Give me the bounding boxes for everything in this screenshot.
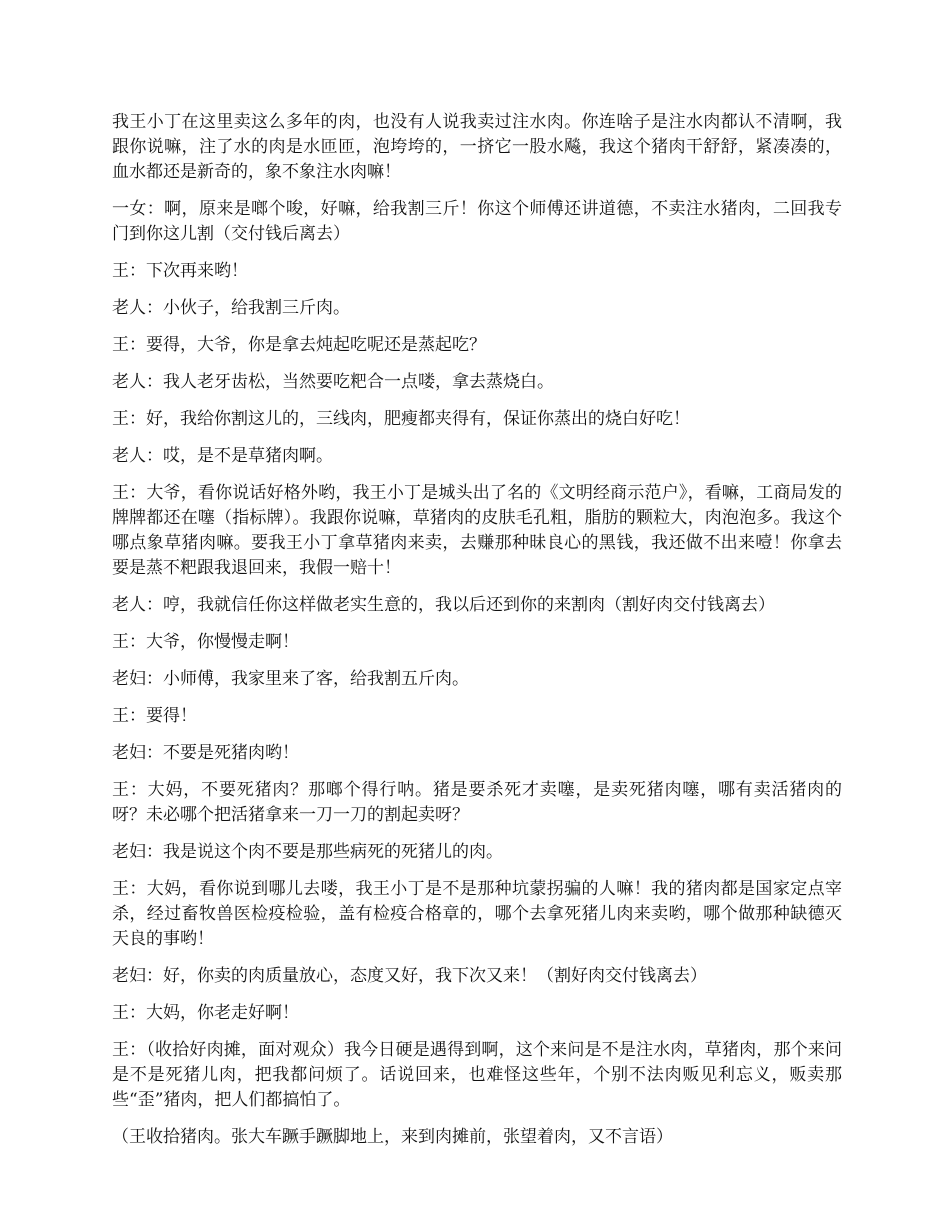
paragraph-20: 王：（收拾好肉摊，面对观众）我今日硬是遇得到啊，这个来问是不是注水肉，草猪肉，那个来问是不是死猪儿肉，把我都问烦了。话说回来，也难怪这些年，个别不法肉贩见利忘义，贩卖那些“歪”猪肉，把人们都搞怕了。 xyxy=(112,1040,842,1110)
paragraph-9: 王：大爷，看你说话好格外哟，我王小丁是城头出了名的《文明经商示范户》，看嘛，工商局发的牌牌都还在噻（指标牌）。我跟你说嘛，草猪肉的皮肤毛孔粗，脂肪的颗粒大，肉泡泡多。我这个哪点象草猪肉嘛。要我王小丁拿草猪肉来卖，去赚那种昧良心的黑钱，我还做不出来噎！你拿去要是蒸不粑跟我退回来，我假一赔十！ xyxy=(112,483,842,578)
paragraph-11: 王：大爷，你慢慢走啊！ xyxy=(112,632,299,652)
paragraph-3: 王：下次再来哟！ xyxy=(112,261,248,281)
paragraph-13: 王：要得！ xyxy=(112,706,197,726)
paragraph-4: 老人：小伙子，给我割三斤肉。 xyxy=(112,298,350,318)
paragraph-19: 王：大妈，你老走好啊！ xyxy=(112,1003,299,1023)
paragraph-18: 老妇：好，你卖的肉质量放心，态度又好，我下次又来！（割好肉交付钱离去） xyxy=(112,966,707,986)
paragraph-7: 王：好，我给你割这儿的，三线肉，肥瘦都夹得有，保证你蒸出的烧白好吃！ xyxy=(112,409,690,429)
paragraph-5: 王：要得，大爷，你是拿去炖起吃呢还是蒸起吃？ xyxy=(112,335,486,355)
document-body xyxy=(112,110,842,1162)
paragraph-8: 老人：哎，是不是草猪肉啊。 xyxy=(112,446,333,466)
paragraph-10: 老人：哼，我就信任你这样做老实生意的，我以后还到你的来割肉（割好肉交付钱离去） xyxy=(112,595,775,615)
paragraph-21: （王收拾猪肉。张大车蹶手蹶脚地上，来到肉摊前，张望着肉，又不言语） xyxy=(112,1127,673,1147)
paragraph-14: 老妇：不要是死猪肉哟！ xyxy=(112,743,299,763)
paragraph-17: 王：大妈，看你说到哪儿去喽，我王小丁是不是那种坑蒙拐骗的人嘛！我的猪肉都是国家定点宰杀，经过畜牧兽医检疫检验，盖有检疫合格章的，哪个去拿死猪儿肉来卖哟，哪个做那种缺德灭天良的事哟！ xyxy=(112,879,842,949)
paragraph-2: 一女：啊，原来是啷个唆，好嘛，给我割三斤！你这个师傅还讲道德，不卖注水猪肉，二回我专门到你这儿割（交付钱后离去） xyxy=(112,199,842,244)
paragraph-15: 王：大妈，不要死猪肉？那啷个得行呐。猪是要杀死才卖噻，是卖死猪肉噻，哪有卖活猪肉的呀？未必哪个把活猪拿来一刀一刀的割起卖呀？ xyxy=(112,780,842,825)
paragraph-1: 我王小丁在这里卖这么多年的肉，也没有人说我卖过注水肉。你连啥子是注水肉都认不清啊，我跟你说嘛，注了水的肉是水匝匝，泡垮垮的，一挤它一股水飚，我这个猪肉干舒舒，紧凑凑的，血水都还是新奇的，象不象注水肉嘛！ xyxy=(112,112,842,182)
paragraph-6: 老人：我人老牙齿松，当然要吃粑合一点喽，拿去蒸烧白。 xyxy=(112,372,554,392)
paragraph-12: 老妇：小师傅，我家里来了客，给我割五斤肉。 xyxy=(112,669,469,689)
paragraph-16: 老妇：我是说这个肉不要是那些病死的死猪儿的肉。 xyxy=(112,842,503,862)
